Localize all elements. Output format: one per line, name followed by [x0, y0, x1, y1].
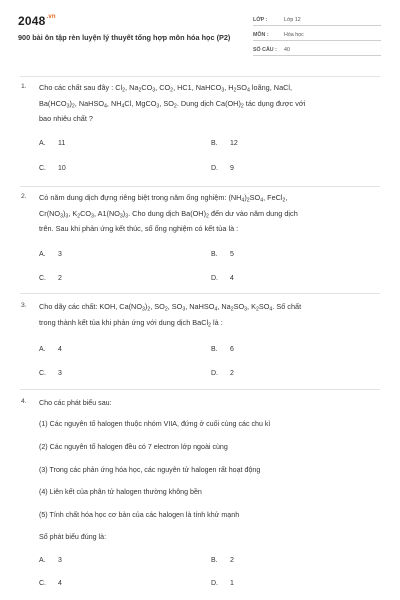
question-line: bao nhiêu chất ? — [39, 114, 93, 123]
meta-row-class — [253, 13, 381, 26]
question-line: Cho dãy các chất: KOH, $Ca(NO_3)_2$, $SO_2$, $SO_3$, NaHSO$_4$, $Na_2SO_3$, $K_2SO_4$. Số chất — [39, 302, 302, 313]
question-line: Có năm dung dịch đựng riêng biệt trong năm ống nghiệm: $(NH_4)_2SO_4$, FeCl$_2$, — [39, 193, 288, 204]
question-line: trên. Sau khi phản ứng kết thúc, số ống nghiệm có kết tủa là : — [39, 224, 239, 233]
document-title: 900 bài ôn tập rèn luyện lý thuyết tổng hợp môn hóa học (P2) — [18, 33, 231, 42]
answer-c[interactable]: C. 2 — [39, 275, 62, 282]
meta-row-subject — [253, 28, 381, 41]
answer-a[interactable]: A. 11 — [39, 140, 66, 147]
answer-a[interactable]: A. 4 — [39, 346, 62, 353]
answer-c[interactable]: C. 10 — [39, 165, 66, 172]
meta-label: MÔN : — [253, 32, 269, 38]
site-logo[interactable]: $2048^{.vn}$ — [18, 14, 56, 28]
question-line: $Ba(HCO_3)_2$, NaHSO$_4$, $NH_4Cl$, MgCO$_3$, $SO_2$. Dung dịch $Ca(OH)_2$ tác dụng được với — [39, 98, 306, 109]
divider — [20, 293, 380, 294]
question-prompt: Số phát biểu đúng là: — [39, 533, 107, 541]
answer-b[interactable]: B. 5 — [211, 251, 234, 258]
question-text — [39, 190, 384, 237]
question-text — [39, 299, 384, 330]
answer-b[interactable]: B. 6 — [211, 346, 234, 353]
divider — [20, 76, 380, 77]
meta-row-count — [253, 43, 381, 56]
question-number: 4. — [21, 398, 27, 405]
meta-panel — [253, 13, 381, 58]
divider — [20, 186, 380, 187]
meta-value: Hóa học — [284, 32, 304, 38]
question-number: 3. — [21, 302, 27, 309]
answer-a[interactable]: A. 3 — [39, 557, 62, 564]
question-line: Cho các chất sau đây : $Cl_2$, $Na_2CO_3$, $CO_2$, HC1, NaHCO$_3$, $H_2SO_4$ loãng, NaCl, — [39, 83, 293, 94]
answer-c[interactable]: C. 3 — [39, 370, 62, 377]
divider — [20, 389, 380, 390]
question-number: 2. — [21, 193, 27, 200]
answer-b[interactable]: B. 2 — [211, 557, 234, 564]
page-header — [0, 0, 400, 72]
answer-c[interactable]: C. 4 — [39, 580, 62, 587]
answer-a[interactable]: A. 3 — [39, 251, 62, 258]
answer-d[interactable]: D. 9 — [211, 165, 234, 172]
answer-d[interactable]: D. 1 — [211, 580, 234, 587]
answer-d[interactable]: D. 4 — [211, 275, 234, 282]
meta-label: SỐ CÂU : — [253, 47, 277, 53]
answer-d[interactable]: D. 2 — [211, 370, 234, 377]
question-intro: Cho các phát biểu sau: — [39, 399, 112, 407]
meta-value: Lớp 12 — [284, 17, 301, 23]
statement-1: (1) Các nguyên tố halogen thuộc nhóm VIIA, đứng ở cuối cùng các chu kì — [39, 420, 271, 428]
statement-5: (5) Tính chất hóa học cơ bản của các halogen là tính khử mạnh — [39, 511, 240, 519]
meta-label: LỚP : — [253, 17, 268, 23]
statement-4: (4) Liên kết của phân tử halogen thường không bền — [39, 488, 202, 496]
question-line: $Cr(NO_3)_3$, $K_2CO_3$, $A1(NO_3)_3$. Cho dung dịch $Ba(OH)_2$ đến dư vào năm dung dịch — [39, 208, 298, 219]
meta-value: 40 — [284, 47, 290, 53]
statement-3: (3) Trong các phản ứng hóa học, các nguyên tử halogen rất hoạt động — [39, 466, 261, 474]
answer-b[interactable]: B. 12 — [211, 140, 238, 147]
question-text — [39, 80, 384, 127]
statement-2: (2) Các nguyên tố halogen đều có 7 electron lớp ngoài cùng — [39, 443, 228, 451]
question-number: 1. — [21, 83, 27, 90]
question-line: trong thành kết tủa khi phản ứng với dung dịch BaCl$_2$ là : — [39, 317, 223, 328]
